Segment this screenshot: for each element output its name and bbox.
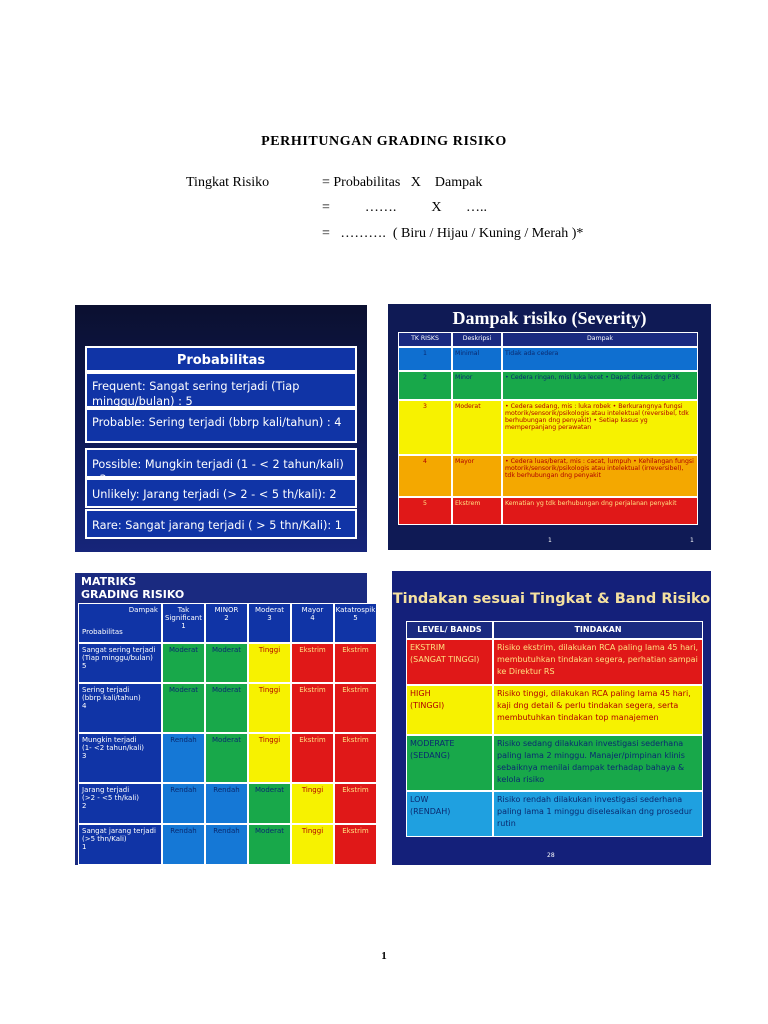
matriks-title: MATRIKS GRADING RISIKO — [81, 575, 185, 601]
dampak-cell-impact: • Cedera ringan, misl luka lecet • Dapat diatasi dng P3K — [502, 371, 698, 400]
matriks-cell: Tinggi — [248, 733, 291, 783]
probabilitas-item: Rare: Sangat jarang terjadi ( > 5 thn/Kali): 1 — [85, 509, 357, 539]
matriks-cell: Ekstrim — [291, 733, 334, 783]
dampak-page-left: 1 — [548, 537, 552, 544]
dampak-cell-desc: Minor — [452, 371, 502, 400]
tindakan-header-row — [406, 621, 703, 639]
probabilitas-item: Frequent: Sangat sering terjadi (Tiap minggu/bulan) : 5 — [85, 372, 357, 408]
dampak-cell-impact: • Cedera luas/berat, mis : cacat, lumpuh • Kehilangan fungsi motorik/sensorik/psikologis atau intelektual (irreversibel), tdk berhubungan dng penyakit — [502, 455, 698, 497]
matriks-column-header: Tak Significant 1 — [162, 603, 205, 643]
matriks-cell: Tinggi — [248, 643, 291, 683]
tindakan-header-cell: TINDAKAN — [493, 621, 703, 639]
dampak-row — [398, 455, 698, 497]
dampak-slide — [388, 304, 711, 550]
tindakan-cell-action: Risiko ekstrim, dilakukan RCA paling lama 45 hari, membutuhkan tindakan segera, perhatian sampai ke Direktur RS — [493, 639, 703, 685]
matriks-slide — [75, 573, 376, 865]
tindakan-cell-level: HIGH (TINGGI) — [406, 685, 493, 735]
tindakan-cell-action: Risiko rendah dilakukan investigasi sederhana paling lama 1 minggu diselesaikan dng prosedur rutin — [493, 791, 703, 837]
tindakan-row — [406, 685, 703, 735]
dampak-title: Dampak risiko (Severity) — [452, 308, 647, 328]
matriks-column-header: Mayor 4 — [291, 603, 334, 643]
dampak-cell-impact: Tidak ada cedera — [502, 347, 698, 371]
matriks-cell: Moderat — [162, 643, 205, 683]
tindakan-header-cell: LEVEL/ BANDS — [406, 621, 493, 639]
tindakan-row — [406, 735, 703, 791]
matriks-cell: Ekstrim — [334, 783, 377, 824]
matriks-cell: Moderat — [248, 824, 291, 865]
tindakan-row — [406, 791, 703, 837]
matriks-cell: Tinggi — [248, 683, 291, 733]
dampak-cell-desc: Moderat — [452, 400, 502, 455]
page-number: 1 — [381, 950, 387, 962]
matriks-cell: Moderat — [205, 643, 248, 683]
tindakan-title: Tindakan sesuai Tingkat & Band Risiko — [392, 591, 711, 607]
matriks-cell: Ekstrim — [291, 643, 334, 683]
matriks-cell: Ekstrim — [334, 643, 377, 683]
tindakan-cell-action: Risiko tinggi, dilakukan RCA paling lama 45 hari, kaji dng detail & perlu tindakan segera, serta membutuhkan tindakan top manajemen — [493, 685, 703, 735]
formula-line-2: = ……. X ….. — [322, 200, 488, 215]
probabilitas-item: Unlikely: Jarang terjadi (> 2 - < 5 th/kali): 2 — [85, 478, 357, 508]
probabilitas-item: Possible: Mungkin terjadi (1 - < 2 tahun/kali) — [85, 448, 357, 478]
matriks-cell: Tinggi — [291, 783, 334, 824]
dampak-row — [398, 371, 698, 400]
dampak-cell-level: 5 — [398, 497, 452, 525]
matriks-cell: Rendah — [162, 733, 205, 783]
matriks-row-label: Mungkin terjadi (1- <2 tahun/kali) 3 — [78, 733, 162, 783]
matriks-cell: Tinggi — [291, 824, 334, 865]
probabilitas-slide — [75, 305, 367, 552]
matriks-row-label: Sering terjadi (bbrp kali/tahun) 4 — [78, 683, 162, 733]
tindakan-slide — [392, 571, 711, 865]
dampak-header-cell: Dampak — [502, 332, 698, 347]
dampak-cell-impact: • Cedera sedang, mis : luka robek • Berkurangnya fungsi motorik/sensorik/psikologis atau intelektual (reversibel, tdk berhubungan dng penyakit) • Setiap kasus yg memperpanjang perawatan — [502, 400, 698, 455]
page-title: PERHITUNGAN GRADING RISIKO — [261, 134, 507, 149]
matriks-cell: Ekstrim — [334, 733, 377, 783]
matriks-cell: Moderat — [248, 783, 291, 824]
tindakan-cell-level: MODERATE (SEDANG) — [406, 735, 493, 791]
dampak-page-right: 1 — [690, 537, 694, 544]
matriks-cell: Rendah — [162, 783, 205, 824]
matriks-cell: Rendah — [205, 783, 248, 824]
dampak-cell-impact: Kematian yg tdk berhubungan dng perjalanan penyakit — [502, 497, 698, 525]
matriks-cell: Rendah — [205, 824, 248, 865]
corner-dampak-label: Dampak — [128, 606, 158, 614]
dampak-cell-level: 4 — [398, 455, 452, 497]
dampak-row — [398, 497, 698, 525]
tindakan-cell-level: EKSTRIM (SANGAT TINGGI) — [406, 639, 493, 685]
formula-line-1: = Probabilitas X Dampak — [322, 175, 483, 190]
dampak-row — [398, 400, 698, 455]
dampak-header-cell: Deskripsi — [452, 332, 502, 347]
formula-label: Tingkat Risiko — [186, 175, 270, 190]
matriks-cell: Ekstrim — [291, 683, 334, 733]
dampak-cell-level: 2 — [398, 371, 452, 400]
dampak-cell-level: 1 — [398, 347, 452, 371]
matriks-cell: Moderat — [162, 683, 205, 733]
matriks-row-label: Jarang terjadi (>2 - <5 th/kali) 2 — [78, 783, 162, 824]
matriks-corner — [78, 603, 162, 643]
matriks-cell: Ekstrim — [334, 683, 377, 733]
matriks-cell: Ekstrim — [334, 824, 377, 865]
dampak-cell-desc: Ekstrem — [452, 497, 502, 525]
dampak-row — [398, 347, 698, 371]
matriks-row-label: Sangat jarang terjadi (>5 thn/Kali) 1 — [78, 824, 162, 865]
dampak-cell-desc: Minimal — [452, 347, 502, 371]
tindakan-page: 28 — [547, 852, 555, 859]
tindakan-cell-action: Risiko sedang dilakukan investigasi sederhana paling lama 2 minggu. Manajer/pimpinan klinis sebaiknya menilai dampak terhadap bahaya & kelola risiko — [493, 735, 703, 791]
tindakan-row — [406, 639, 703, 685]
probabilitas-header: Probabilitas — [85, 346, 357, 372]
tindakan-cell-level: LOW (RENDAH) — [406, 791, 493, 837]
matriks-column-header: Moderat 3 — [248, 603, 291, 643]
dampak-cell-desc: Mayor — [452, 455, 502, 497]
dampak-header-row — [398, 332, 698, 347]
matriks-column-header: Katatrospik 5 — [334, 603, 377, 643]
dampak-cell-level: 3 — [398, 400, 452, 455]
matriks-cell: Moderat — [205, 683, 248, 733]
probabilitas-item: Probable: Sering terjadi (bbrp kali/tahun) : 4 — [85, 408, 357, 443]
dampak-header-cell: TK RISKS — [398, 332, 452, 347]
matriks-row-label: Sangat sering terjadi (Tiap minggu/bulan) 5 — [78, 643, 162, 683]
matriks-cell: Rendah — [162, 824, 205, 865]
matriks-cell: Moderat — [205, 733, 248, 783]
corner-probabilitas-label: Probabilitas — [82, 628, 123, 636]
formula-line-3: = ………. ( Biru / Hijau / Kuning / Merah )* — [322, 226, 584, 241]
matriks-column-header: MINOR 2 — [205, 603, 248, 643]
